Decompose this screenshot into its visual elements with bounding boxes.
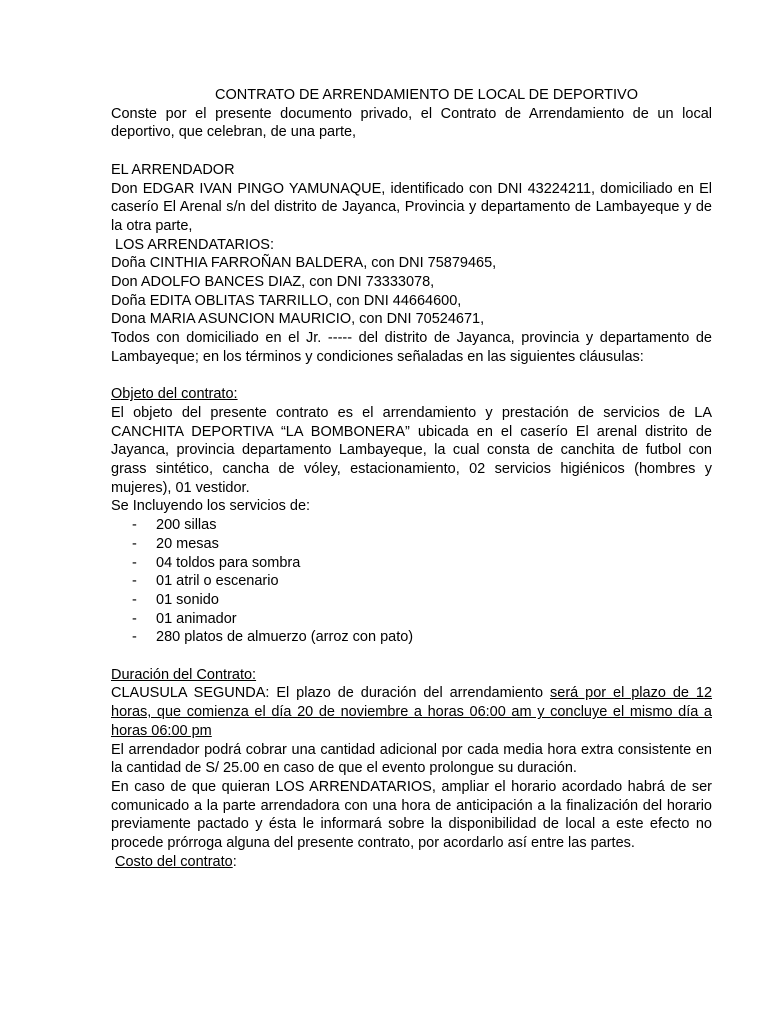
spacer [111, 647, 712, 666]
clause-text: El plazo de duración del arrendamiento [269, 685, 551, 702]
arrendatario-3: Doña EDITA OBLITAS TARRILLO, con DNI 44664600, [111, 292, 462, 309]
list-item [111, 572, 712, 591]
duracion-heading: Duración del Contrato: [111, 666, 257, 683]
service-label: 01 animador [156, 610, 237, 627]
arrendatario-4: Dona MARIA ASUNCION MAURICIO, con DNI 70524671, [111, 311, 485, 328]
dash-bullet: - [132, 610, 137, 627]
service-label: 01 sonido [156, 591, 219, 608]
services-list [111, 516, 712, 647]
spacer [111, 367, 712, 386]
list-item [111, 535, 712, 554]
extra-paragraph: El arrendador podrá cobrar una cantidad adicional por cada media hora extra consistente en la cantidad de S/ 25.00 en caso de que el evento prolongue su duración. [111, 741, 712, 777]
contract-title: CONTRATO DE ARRENDAMIENTO DE LOCAL DE DEPORTIVO [215, 87, 638, 103]
list-item [111, 591, 712, 610]
arrendatarios-label: LOS ARRENDATARIOS: [115, 236, 274, 253]
clause-label: CLAUSULA SEGUNDA: [111, 685, 270, 702]
arrendatario-2: Don ADOLFO BANCES DIAZ, con DNI 73333078, [111, 274, 435, 291]
clause-underlined-text: será por el plazo de 12 horas, que comienza el día 20 de noviembre a horas 06:00 am y concluye el mismo día a horas 06:00 pm [111, 685, 713, 739]
dash-bullet: - [132, 517, 137, 534]
arrendador-label: EL ARRENDADOR [111, 161, 235, 178]
list-item [111, 628, 712, 647]
service-label: 200 sillas [156, 517, 217, 534]
arrendador-paragraph: Don EDGAR IVAN PINGO YAMUNAQUE, identificado con DNI 43224211, domiciliado en El caserío El Arenal s/n del distrito de Jayanca, Provincia y departamento de Lambayeque y de la otra parte, [111, 180, 712, 234]
service-label: 01 atril o escenario [156, 573, 279, 590]
costo-colon: : [232, 853, 237, 870]
objeto-paragraph: El objeto del presente contrato es el arrendamiento y prestación de servicios de LA CANCHITA DEPORTIVA “LA BOMBONERA” ubicada en el caserío El arenal distrito de Jayanca, provincia departamento Lambayeque, la cual consta de canchita de futbol con grass sintético, cancha de vóley, estacionamiento, 02 servicios higiénicos (hombres y mujeres), 01 vestidor. [111, 404, 712, 496]
dash-bullet: - [132, 573, 137, 590]
list-item [111, 516, 712, 535]
services-intro: Se Incluyendo los servicios de: [111, 498, 311, 515]
dash-bullet: - [132, 535, 137, 552]
domicilio-paragraph: Todos con domiciliado en el Jr. ----- del distrito de Jayanca, provincia y departamento de Lambayeque; en los términos y condiciones señaladas en las siguientes cláusulas: [111, 330, 712, 365]
costo-heading-text: Costo del contrato [115, 853, 233, 870]
service-label: 04 toldos para sombra [156, 554, 301, 571]
list-item [111, 554, 712, 573]
dash-bullet: - [132, 629, 137, 646]
ampliacion-paragraph: En caso de que quieran LOS ARRENDATARIOS, ampliar el horario acordado habrá de ser comunicado a la parte arrendadora con una hora de anticipación a la finalización del horario previamente pactado y ésta le informará sobre la disponibilidad de local a este efecto no procede prórroga alguna del presente contrato, por acordarlo así entre las partes. [111, 778, 712, 852]
spacer [111, 142, 712, 161]
arrendatario-1: Doña CINTHIA FARROÑAN BALDERA, con DNI 75879465, [111, 255, 497, 272]
service-label: 280 platos de almuerzo (arroz con pato) [156, 629, 414, 646]
costo-heading [111, 853, 712, 872]
objeto-heading: Objeto del contrato: [111, 386, 238, 403]
contract-body [111, 86, 712, 871]
clausula-segunda [111, 684, 712, 740]
intro-paragraph: Conste por el presente documento privado, el Contrato de Arrendamiento de un local deportivo, que celebran, de una parte, [111, 105, 712, 141]
dash-bullet: - [132, 554, 137, 571]
list-item [111, 610, 712, 629]
service-label: 20 mesas [156, 535, 219, 552]
dash-bullet: - [132, 591, 137, 608]
